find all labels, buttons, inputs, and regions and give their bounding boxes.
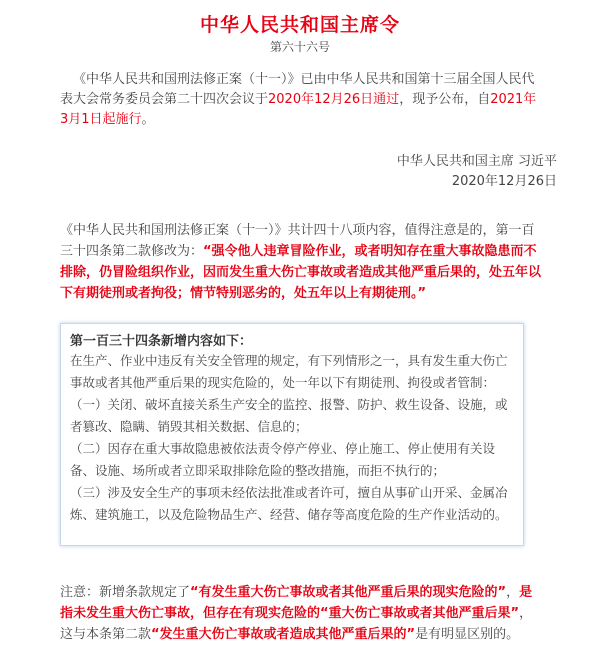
intro-text-3: 。: [141, 112, 155, 127]
intro-text-1: 《中华人民共和国刑法修正案（十一）》已由中华人民共和国第十三届全国人民代表大会常务委员会第二十四次会议于: [60, 72, 535, 107]
intro-paragraph: [60, 70, 542, 130]
note-quote-3: “发生重大伤亡事故或者造成其他严重后果的”: [151, 627, 416, 642]
summary-paragraph: [60, 220, 542, 304]
box-title: 第一百三十四条新增内容如下：: [70, 334, 253, 349]
decree-number: 第六十六号: [269, 40, 330, 54]
note-bold-2: 是指未发生重大伤亡事故，但存在有现实危险的: [60, 585, 533, 621]
note-text-3: ，这与本条第二款: [60, 606, 533, 642]
amended-clause-quote: “强令他人违章冒险作业，或者明知存在重大事故隐患而不排除，仍冒险组织作业，因而发生重大伤亡事故或者造成其他严重后果的，处五年以下有期徒刑或者拘役；情节特别恶劣的，处五年以上有期徒刑。”: [60, 244, 542, 301]
note-paragraph: [60, 582, 542, 645]
box-body: [70, 350, 516, 526]
date-passed: 2020年12月26日通过: [268, 92, 400, 107]
signature-date: 2020年12月26日: [451, 174, 557, 189]
box-item-1: （一）关闭、破坏直接关系生产安全的监控、报警、防护、救生设备、设施，或者篡改、隐瞒、销毁其相关数据、信息的；: [70, 397, 508, 434]
new-provisions-box: [60, 323, 524, 546]
note-quote-1: “有发生重大伤亡事故或者其他严重后果的现实危险的”: [190, 585, 507, 600]
box-item-3: （三）涉及安全生产的事项未经依法批准或者许可，擅自从事矿山开采、金属冶炼、建筑施工，以及危险物品生产、经营、储存等高度危险的生产作业活动的。: [70, 485, 508, 522]
box-paragraph: 在生产、作业中违反有关安全管理的规定，有下列情形之一，具有发生重大伤亡事故或者其他严重后果的现实危险的，处一年以下有期徒刑、拘役或者管制：: [70, 353, 508, 390]
date-effective: 2021年3月1日起施行: [60, 92, 537, 127]
note-text-2: ，: [506, 585, 520, 600]
intro-text-2: ，现予公布，自: [399, 92, 491, 107]
summary-text: 《中华人民共和国刑法修正案（十一）》共计四十八项内容，值得注意是的，第一百三十四条第二款修改为：: [60, 223, 535, 259]
document-title: 中华人民共和国主席令: [199, 14, 400, 36]
box-item-2: （二）因存在重大事故隐患被依法责令停产停业、停止施工、停止使用有关设备、设施、场所或者立即采取排除危险的整改措施，而拒不执行的；: [70, 441, 496, 478]
note-label: 注意：新增条款规定了: [60, 585, 191, 600]
note-text-4: 是有明显区别的。: [415, 627, 520, 642]
note-quote-2: “重大伤亡事故或者其他严重后果”: [320, 606, 520, 621]
signer: 中华人民共和国主席 习近平: [396, 154, 557, 169]
